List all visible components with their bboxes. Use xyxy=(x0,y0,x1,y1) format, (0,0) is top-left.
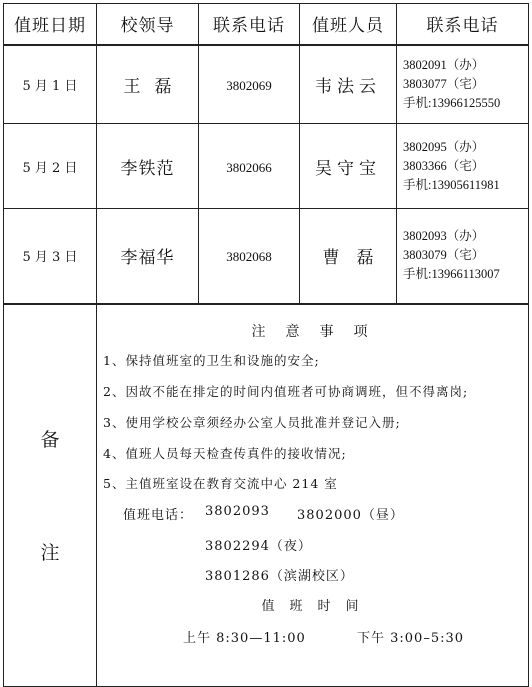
remarks-content xyxy=(97,304,529,687)
home-phone: 3803077（宅） xyxy=(403,76,485,91)
duty-phone-1: 3802093 xyxy=(205,503,270,519)
office-phone: 3802091（办） xyxy=(403,57,485,72)
staff-name: 韦法云 xyxy=(300,45,397,124)
mobile-phone: 手机:13966125550 xyxy=(403,95,501,110)
duty-date: 5 月 3 日 xyxy=(4,209,97,304)
duty-date: 5 月 1 日 xyxy=(4,45,97,124)
duty-phone-label: 值班电话： xyxy=(123,507,194,523)
duty-phone-day: 3802000（昼） xyxy=(297,507,404,523)
morning-hours: 上午 8:30—11:00 xyxy=(183,630,306,646)
home-phone: 3803079（宅） xyxy=(403,248,485,263)
remarks-label-cell xyxy=(4,304,97,687)
remarks-label-top: 备 xyxy=(40,429,60,451)
afternoon-hours: 下午 3:00–5:30 xyxy=(357,630,465,646)
header-leader: 校领导 xyxy=(97,4,199,45)
header-row xyxy=(4,4,529,45)
table-row xyxy=(4,45,529,124)
header-staff-phone: 联系电话 xyxy=(397,4,529,45)
header-leader-phone: 联系电话 xyxy=(199,4,300,45)
remarks-label-bottom: 注 xyxy=(40,542,60,564)
staff-name: 吴守宝 xyxy=(300,124,397,209)
note-item: 3、使用学校公章须经办公室人员批准并登记入册; xyxy=(103,414,401,430)
leader-phone: 3802069 xyxy=(199,45,300,124)
leader-name: 王磊 xyxy=(97,45,199,124)
notes-title: 注意事项 xyxy=(251,323,388,340)
table-row xyxy=(4,209,529,304)
note-item: 4、值班人员每天检查传真件的接收情况; xyxy=(103,445,347,461)
office-phone: 3802093（办） xyxy=(403,229,485,244)
office-phone: 3802095（办） xyxy=(403,139,485,154)
staff-name: 曹磊 xyxy=(300,209,397,304)
note-item: 5、主值班室设在教育交流中心 214 室 xyxy=(103,475,338,491)
duty-phone-night: 3802294（夜） xyxy=(205,538,312,554)
header-date: 值班日期 xyxy=(4,4,97,45)
duty-schedule-table xyxy=(3,3,529,687)
leader-name: 李铁范 xyxy=(97,124,199,209)
staff-contact xyxy=(397,209,529,304)
note-item: 2、因故不能在排定的时间内值班者可协商调班，但不得离岗; xyxy=(103,383,469,399)
leader-phone: 3802068 xyxy=(199,209,300,304)
duty-date: 5 月 2 日 xyxy=(4,124,97,209)
staff-contact xyxy=(397,45,529,124)
hours-title: 值班时间 xyxy=(261,598,374,614)
home-phone: 3803366（宅） xyxy=(403,158,485,173)
note-item: 1、保持值班室的卫生和设施的安全; xyxy=(103,352,320,368)
remarks-row xyxy=(4,304,529,687)
staff-contact xyxy=(397,124,529,209)
leader-name: 李福华 xyxy=(97,209,199,304)
duty-phone-binhu: 3801286（滨湖校区） xyxy=(205,568,354,584)
leader-phone: 3802066 xyxy=(199,124,300,209)
mobile-phone: 手机:13966113007 xyxy=(403,267,500,282)
table-row xyxy=(4,124,529,209)
mobile-phone: 手机:13905611981 xyxy=(403,177,500,192)
header-staff: 值班人员 xyxy=(300,4,397,45)
